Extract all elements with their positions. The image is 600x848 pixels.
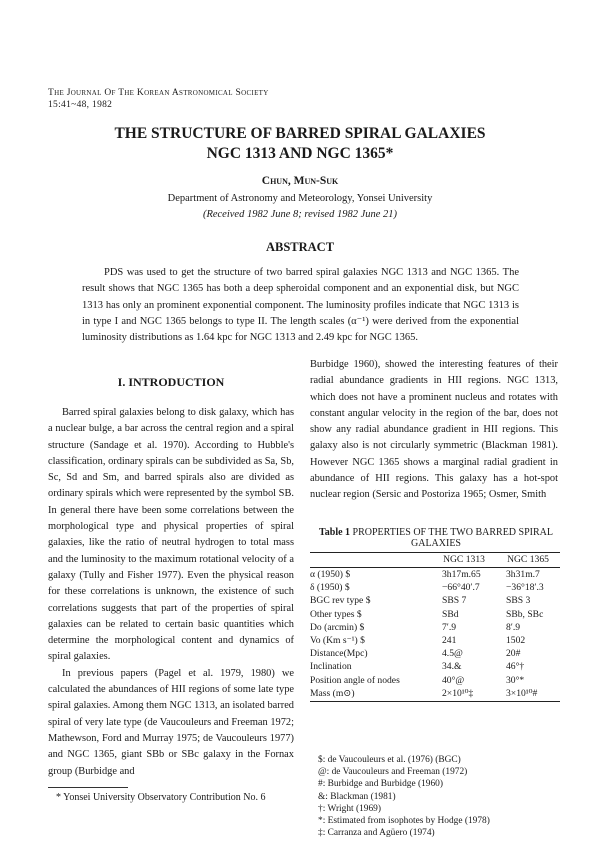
ngc1313-value: 241 [442,635,457,647]
title-line-2: NGC 1313 AND NGC 1365* [206,145,394,162]
journal-volume: 15:41~48, 1982 [48,100,113,110]
row-label: Distance(Mpc) [310,648,368,660]
row-label: Other types $ [310,608,362,620]
table-header-row [310,553,560,568]
abstract-text: PDS was used to get the structure of two barred spiral galaxies NGC 1313 and NGC 1365. The result shows that NGC 1365 has both a deep spheroidal component and an exponential disk, but NGC 1313 has only an prominent exponential component. The luminosity profiles indicate that NGC 1313 is in type I and NGC 1365 belongs to type II. The length scales (α⁻¹) were derived from the exponential luminosity distributions as 1.64 kpc for NGC 1313 and 2.49 kpc for NGC 1365. [82,267,519,344]
table-notes [318,754,490,839]
properties-table [310,552,560,702]
ngc1313-value: 2×10¹⁰‡ [432,687,496,702]
table-note: @: de Vaucouleurs and Freeman (1972) [318,767,468,778]
table-caption [310,527,562,549]
table-row [310,647,560,660]
paper-title [0,124,600,164]
left-column [48,405,294,780]
table-title: PROPERTIES OF THE TWO BARRED SPIRAL GALAXIES [352,527,553,549]
affiliation: Department of Astronomy and Meteorology, Yonsei University [167,193,433,204]
ngc1365-value: SBb, SBc [506,608,544,620]
table-row [310,687,560,702]
table-row [310,581,560,594]
ngc1313-value: 4.5@ [442,648,463,660]
table-note: ‡: Carranza and Agüero (1974) [318,828,435,839]
ngc1313-value: 34.& [442,661,462,673]
right-column [310,357,558,504]
table-header-cell: NGC 1313 [432,553,496,568]
row-label: Position angle of nodes [310,674,400,686]
ngc1313-value: 40°@ [442,674,465,686]
table-header-cell: NGC 1365 [496,553,560,568]
ngc1313-value: SBd [442,608,459,620]
table-row [310,621,560,634]
journal-header [48,87,269,111]
ngc1365-value: 3×10¹⁰# [496,687,560,702]
ngc1365-value: SBS 3 [506,595,531,607]
row-label: Inclination [310,661,352,673]
ngc1365-value: 8′.9 [506,621,521,633]
table-row [310,594,560,607]
journal-name: The Journal Of The Korean Astronomical Society [48,88,269,98]
ngc1313-value: 7′.9 [442,621,457,633]
ngc1365-value: 3h31m.7 [506,569,540,580]
ngc1365-value: −36°18′.3 [506,582,544,594]
row-label: α (1950) $ [310,569,351,580]
title-line-1: THE STRUCTURE OF BARRED SPIRAL GALAXIES [114,125,486,142]
intro-paragraph-1: Barred spiral galaxies belong to disk galaxy, which has a nuclear bulge, a bar across the central region and a spiral structure (Sandage et al. 1970). According to Hubble's classification, ordinary spirals can be subdivided as Sa, Sb, Sc, Sd and Sm, and barred spirals also are divided as ordinary spirals which were represented by the symbol SB. In general there have been some correlations between the morphological type and physical properties of spiral galaxies, like the ratio of neutral hydrogen to total mass and the luminosity to the maximum rotational velocity of a galaxy (Tully and Fisher 1977). Even the physical reason for these correlations is unknown, the existence of such correlations suggests that part of the properties of spiral galaxies can be related to certain basic quantities which determine the morphological content and dynamics of spiral galaxies. [48,407,294,663]
table-row [310,634,560,647]
ngc1365-value: 20# [506,648,521,660]
intro-paragraph-3: Burbidge 1960), showed the interesting features of their radial abundance gradients in HII regions. NGC 1313, which does not have a prominent nucleus and rotates with constant angular velocity in the region of the bar, does not show any radial abundance gradient in HII regions. This galaxy also is not circularly symmetric (Blackman 1981). However NGC 1365 shows a marginal radial gradient in abundance of HII regions. This galaxy has a hot-spot nuclear region (Sersic and Postoriza 1965; Osmer, Smith [310,359,558,501]
row-label: BGC rev type $ [310,595,371,607]
table-note: #: Burbidge and Burbidge (1960) [318,779,443,790]
table-row [310,660,560,673]
intro-paragraph-2: In previous papers (Pagel et al. 1979, 1980) we calculated the abundances of HII regions of some late type spiral galaxies. Among them NGC 1313, an isolated barred spiral of very late type (de Vaucouleurs and Freeman 1972; Mathewson, Ford and Murray 1975; de Vaucouleurs 1977) and NGC 1365, giant SBb or SBc galaxy in the Fornax group (Burbidge and [48,667,294,777]
table-row [310,608,560,621]
ngc1365-value: 46°† [506,661,525,673]
row-label: Do (arcmin) $ [310,621,365,633]
table-note: &: Blackman (1981) [318,791,396,802]
table-note: *: Estimated from isophotes by Hodge (1978) [318,816,490,827]
ngc1365-value: 1502 [506,635,526,647]
table-label: Table 1 [319,527,351,538]
row-label: Vo (Km s⁻¹) $ [310,635,365,647]
table-row [310,568,560,582]
received-dates: (Received 1982 June 8; revised 1982 June 21) [202,209,398,220]
abstract-heading: ABSTRACT [265,240,335,254]
ngc1313-value: −66°40′.7 [442,582,480,594]
table-note: $: de Vaucouleurs et al. (1976) (BGC) [318,755,461,765]
footnote-rule [48,787,128,788]
table-header-cell [310,553,432,568]
section-heading-introduction: I. INTRODUCTION [117,375,225,389]
row-label: Mass (m⊙) [310,687,432,702]
table-row [310,674,560,687]
ngc1313-value: SBS 7 [442,595,467,607]
footnote: * Yonsei University Observatory Contribution No. 6 [56,792,266,803]
row-label: δ (1950) $ [310,582,350,594]
table-note: †: Wright (1969) [318,803,381,814]
author-name: Chun, Mun-Suk [261,175,339,187]
ngc1313-value: 3h17m.65 [442,569,481,580]
ngc1365-value: 30°* [506,674,525,686]
